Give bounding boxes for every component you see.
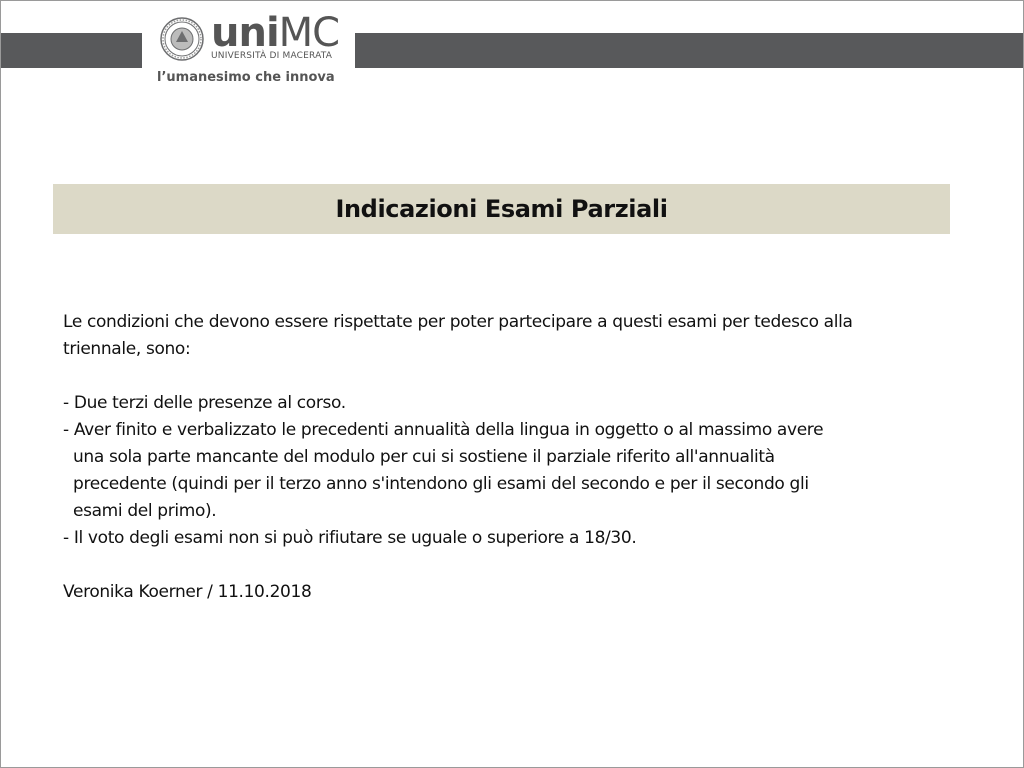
intro-line-2: triennale, sono:	[63, 339, 191, 359]
spacer	[63, 363, 963, 390]
signature: Veronika Koerner / 11.10.2018	[63, 582, 312, 602]
condition-item-1: - Due terzi delle presenze al corso.	[63, 393, 346, 413]
condition-item-2-line-4: esami del primo).	[73, 501, 217, 521]
header-bar-left	[1, 33, 142, 68]
university-seal-icon	[160, 17, 204, 61]
condition-item-2-line-2: una sola parte mancante del modulo per cui si sostiene il parziale riferito all'annualità	[73, 447, 775, 467]
intro-line-1: Le condizioni che devono essere rispettate per poter partecipare a questi esami per tedesco alla	[63, 312, 853, 332]
brand-light: MC	[278, 10, 340, 56]
brand-bold: uni	[211, 10, 279, 56]
condition-item-2-line-1: - Aver finito e verbalizzato le precedenti annualità della lingua in oggetto o al massimo avere	[63, 420, 824, 440]
tagline: l’umanesimo che innova	[157, 70, 335, 85]
spacer	[63, 552, 963, 579]
title-band	[53, 184, 950, 234]
unimc-logo	[153, 11, 349, 91]
page-title: Indicazioni Esami Parziali	[335, 195, 668, 223]
body-text	[63, 309, 963, 606]
condition-item-3: - Il voto degli esami non si può rifiutare se uguale o superiore a 18/30.	[63, 528, 637, 548]
university-name: UNIVERSITÀ DI MACERATA	[211, 51, 333, 61]
condition-item-2-line-3: precedente (quindi per il terzo anno s'intendono gli esami del secondo e per il secondo gli	[73, 474, 809, 494]
header-bar-right	[355, 33, 1023, 68]
